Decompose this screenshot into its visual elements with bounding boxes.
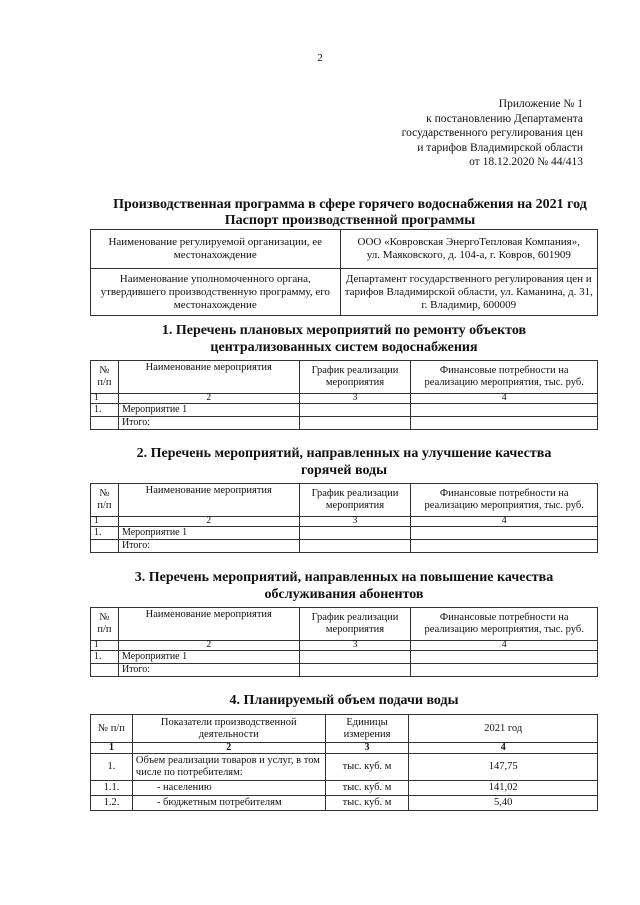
total-label: Итого: <box>118 417 299 430</box>
section-1-title-line-1: 1. Перечень плановых мероприятий по ремонту объектов <box>161 323 527 338</box>
table-header-row <box>91 608 598 641</box>
column-number: 2 <box>118 394 299 404</box>
total-row <box>91 664 598 677</box>
row-number: 1. <box>91 404 119 417</box>
total-num <box>91 417 119 430</box>
section-1-table <box>90 360 598 430</box>
appendix-line-5: от 18.12.2020 № 44/413 <box>469 156 583 168</box>
total-schedule <box>299 664 411 677</box>
header-schedule: График реализации мероприятия <box>299 361 411 394</box>
authority-label: Наименование уполномоченного органа, утвердившего производственную программу, его местонахождение <box>91 269 341 316</box>
document-title <box>70 197 630 229</box>
header-name: Наименование мероприятия <box>118 484 299 517</box>
row-indicator: - населению <box>132 781 325 796</box>
column-number-row <box>91 394 598 404</box>
row-unit: тыс. куб. м <box>325 781 409 796</box>
column-number: 1 <box>91 394 119 404</box>
header-name: Наименование мероприятия <box>118 361 299 394</box>
table-row <box>91 754 598 781</box>
column-number-row <box>91 641 598 651</box>
appendix-block <box>402 97 583 170</box>
table-row <box>91 781 598 796</box>
section-2-title-line-2: горячей воды <box>300 463 388 478</box>
header-num: № п/п <box>91 484 119 517</box>
row-finance <box>411 404 598 417</box>
column-number: 3 <box>299 517 411 527</box>
row-finance <box>411 527 598 540</box>
column-number: 4 <box>411 641 598 651</box>
total-label: Итого: <box>118 540 299 553</box>
row-indicator: Объем реализации товаров и услуг, в том числе по потребителям: <box>132 754 325 781</box>
section-4-title: 4. Планируемый объем подачи воды <box>229 693 459 708</box>
header-year: 2021 год <box>409 715 598 743</box>
row-number: 1. <box>91 754 133 781</box>
header-indicator: Показатели производственной деятельности <box>132 715 325 743</box>
table-header-row <box>91 361 598 394</box>
row-value: 141,02 <box>409 781 598 796</box>
total-num <box>91 664 119 677</box>
row-schedule <box>299 651 411 664</box>
title-line-2: Паспорт производственной программы <box>224 213 476 228</box>
total-schedule <box>299 540 411 553</box>
title-line-1: Производственная программа в сфере горячего водоснабжения на 2021 год <box>113 197 587 212</box>
appendix-line-1: Приложение № 1 <box>498 98 583 110</box>
row-number: 1.2. <box>91 796 133 811</box>
row-indicator: - бюджетным потребителям <box>132 796 325 811</box>
row-unit: тыс. куб. м <box>325 796 409 811</box>
row-schedule <box>299 527 411 540</box>
total-finance <box>411 417 598 430</box>
total-row <box>91 540 598 553</box>
row-schedule <box>299 404 411 417</box>
header-name: Наименование мероприятия <box>118 608 299 641</box>
column-number: 1 <box>91 641 119 651</box>
row-finance <box>411 651 598 664</box>
table-row <box>91 404 598 417</box>
column-number: 4 <box>411 517 598 527</box>
total-label: Итого: <box>118 664 299 677</box>
authority-value: Департамент государственного регулирования цен и тарифов Владимирской области, ул. Каманина, д. 31, г. Владимир, 600009 <box>340 269 597 316</box>
section-4-table <box>90 714 598 811</box>
column-number-row <box>91 743 598 754</box>
column-number-row <box>91 517 598 527</box>
row-name: Мероприятие 1 <box>118 651 299 664</box>
column-number: 2 <box>118 517 299 527</box>
table-row <box>91 796 598 811</box>
header-unit: Единицы измерения <box>325 715 409 743</box>
total-row <box>91 417 598 430</box>
header-schedule: График реализации мероприятия <box>299 484 411 517</box>
header-finance: Финансовые потребности на реализацию мероприятия, тыс. руб. <box>411 484 598 517</box>
row-value: 147,75 <box>409 754 598 781</box>
row-number: 1. <box>91 651 119 664</box>
header-num: № п/п <box>91 715 133 743</box>
header-schedule: График реализации мероприятия <box>299 608 411 641</box>
org-value-line-1: ООО «Ковровская ЭнергоТепловая Компания», <box>357 236 580 248</box>
total-finance <box>411 540 598 553</box>
appendix-line-4: и тарифов Владимирской области <box>417 141 583 154</box>
row-value: 5,40 <box>409 796 598 811</box>
column-number: 4 <box>409 743 598 754</box>
total-schedule <box>299 417 411 430</box>
header-finance: Финансовые потребности на реализацию мероприятия, тыс. руб. <box>411 361 598 394</box>
passport-table <box>90 229 598 316</box>
section-3-table <box>90 607 598 677</box>
table-row <box>91 527 598 540</box>
row-number: 1.1. <box>91 781 133 796</box>
column-number: 2 <box>118 641 299 651</box>
column-number: 1 <box>91 517 119 527</box>
table-header-row <box>91 484 598 517</box>
row-name: Мероприятие 1 <box>118 527 299 540</box>
total-num <box>91 540 119 553</box>
org-value-line-2: ул. Маяковского, д. 104-а, г. Ковров, 601909 <box>366 249 571 261</box>
section-3-title-line-1: 3. Перечень мероприятий, направленных на повышение качества <box>134 570 554 585</box>
section-2-title-line-1: 2. Перечень мероприятий, направленных на улучшение качества <box>136 446 552 461</box>
header-finance: Финансовые потребности на реализацию мероприятия, тыс. руб. <box>411 608 598 641</box>
row-unit: тыс. куб. м <box>325 754 409 781</box>
section-3-title <box>90 569 598 603</box>
header-num: № п/п <box>91 608 119 641</box>
passport-row-authority <box>91 269 598 316</box>
column-number: 3 <box>325 743 409 754</box>
section-2-title <box>90 445 598 479</box>
total-finance <box>411 664 598 677</box>
org-value <box>340 230 597 269</box>
column-number: 3 <box>299 394 411 404</box>
column-number: 4 <box>411 394 598 404</box>
table-header-row <box>91 715 598 743</box>
column-number: 3 <box>299 641 411 651</box>
header-num: № п/п <box>91 361 119 394</box>
org-label: Наименование регулируемой организации, ее местонахождение <box>91 230 341 269</box>
section-2-table <box>90 483 598 553</box>
section-3-title-line-2: обслуживания абонентов <box>264 587 424 602</box>
section-1-title <box>90 322 598 356</box>
table-row <box>91 651 598 664</box>
appendix-line-2: к постановлению Департамента <box>426 112 583 125</box>
row-name: Мероприятие 1 <box>118 404 299 417</box>
passport-row-organization <box>91 230 598 269</box>
page-number: 2 <box>317 52 323 64</box>
section-1-title-line-2: централизованных систем водоснабжения <box>210 340 478 355</box>
row-number: 1. <box>91 527 119 540</box>
column-number: 1 <box>91 743 133 754</box>
column-number: 2 <box>132 743 325 754</box>
appendix-line-3: государственного регулирования цен <box>401 127 583 139</box>
